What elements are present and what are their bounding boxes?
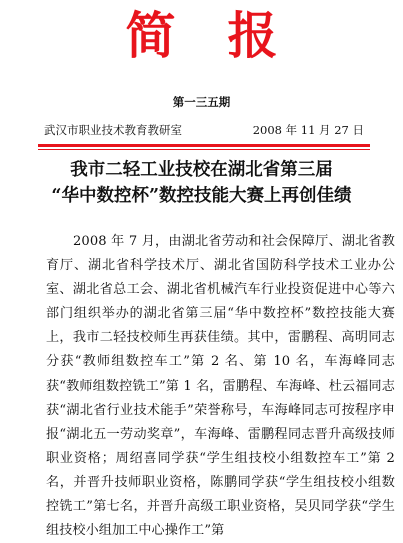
article-headline-line-1: 我市二轻工业技校在湖北省第三届 (70, 160, 333, 180)
masthead-rule-thick (38, 144, 370, 147)
masthead-title: 简报 (125, 6, 330, 65)
issue-number: 第一三五期 (172, 95, 231, 109)
article-body: 2008 年 7 月，由湖北省劳动和社会保障厅、湖北省教育厅、湖北省科学技术厅、湖北省国防科学技术工业办公室、湖北省总工会、湖北省机械汽车行业投资促进中心等六部门组织举办的湖北省第三届“华中数控杯”数控技能大赛上，我市二轻技校师生再获佳绩。其中，雷鹏程、高明同志分获“教师组数控车工”第 2 名、第 10 名，车海峰同志获“教师组数控铣工”第 1 名，雷鹏程、车海峰、杜云福同志获“湖北省行业技术能手”荣誉称号，车海峰同志可按程序申报“湖北五一劳动奖章”，车海峰、雷鹏程同志晋升高级技师职业资格；周绍喜同学获“学生组技校小组数控车工”第 2 名，并晋升技师职业资格，陈鹏同学获“学生组技校小组数控铣工”第七名，并晋升高级工职业资格，吴贝同学获“学生组技校小组加工中心操作工”第 (46, 234, 395, 539)
publisher-row (44, 122, 364, 138)
masthead-rule-thin (38, 149, 370, 150)
publish-date: 2008 年 11 月 27 日 (252, 123, 364, 137)
publisher-name: 武汉市职业技术教育教研室 (44, 123, 182, 137)
article-headline-line-2: “华中数控杯”数控技能大赛上再创佳绩 (51, 186, 352, 206)
